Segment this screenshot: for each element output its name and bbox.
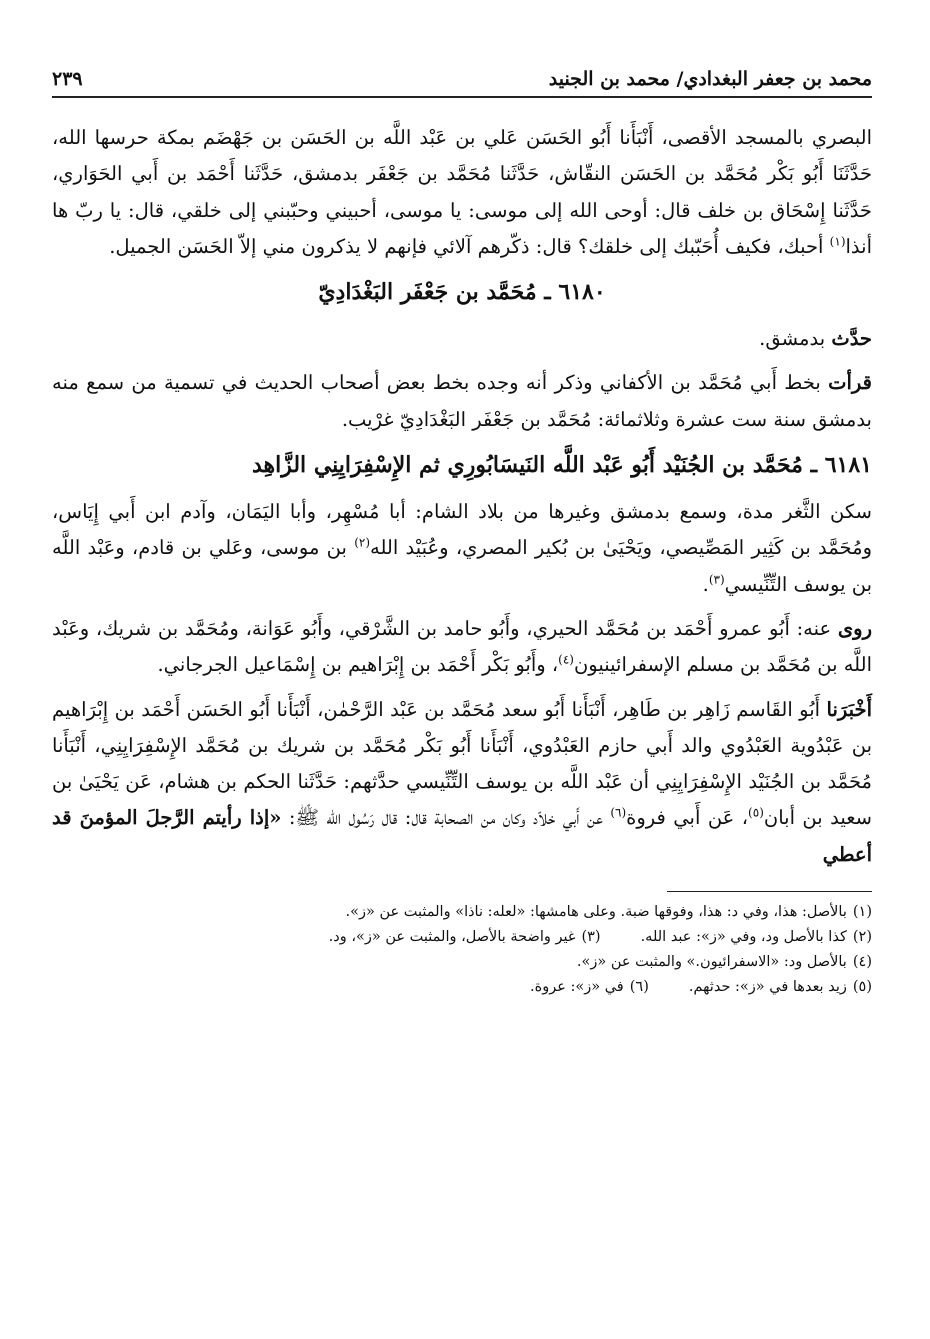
footnote-row <box>52 950 872 975</box>
hadith-quote: «إذا رأيتم الرَّجلَ المؤمنَ قد أعطي <box>52 806 872 866</box>
footnote-row <box>52 925 872 950</box>
footnote-ref-3: (٣) <box>708 572 725 587</box>
page-number: ٢٣٩ <box>52 68 83 90</box>
footnote-ref-4: (٤) <box>558 652 574 667</box>
footnote-2: (٢)كذا بالأصل ود، وفي «ز»: عبد الله. <box>640 929 872 946</box>
footnote-6: (٦)في «ز»: عروة. <box>529 979 649 996</box>
footnote-ref-2: (٢) <box>354 535 371 550</box>
entry-title-6181: ٦١٨١ ـ مُحَمَّد بن الجُنَيْد أَبُو عَبْد اللَّه النَيسَابُورِي ثم الإِسْفِرَايِنِي الزَّاهِد <box>251 452 872 479</box>
footnotes <box>52 900 872 1000</box>
lead-word: حدَّث <box>831 327 872 351</box>
entry-6181-paragraph-1: سكن الثَّغر مدة، وسمع بدمشق وغيرها من بلاد الشام: أبا مُسْهِر، وأبا اليَمَان، وآدم ابن أَبي إِيَاس، ومُحَمَّد بن كَثِير المَصِّيصي، ويَحْيَىٰ بن بُكير المصري، وعُبَيْد الله$^{(٢)}$ بن موسى، وعَلي بن قادم، وعَبْد اللَّه بن يوسف التِّنِّيسي$^{(٣)}$. <box>52 500 873 596</box>
entry-6180-paragraph-1: حدَّث بدمشق. <box>759 327 872 351</box>
footnote-ref-6: (٦) <box>610 805 627 820</box>
lead-word: روى <box>837 616 872 640</box>
book-page <box>52 50 872 1290</box>
lead-word: قرأت <box>828 371 872 395</box>
running-title: محمد بن جعفر البغدادي/ محمد بن الجنيد <box>548 68 872 90</box>
footnote-5: (٥)زيد بعدها في «ز»: حدثهم. <box>688 979 872 996</box>
footnote-1: (١)بالأصل: هذا، وفي د: هذا، وفوقها ضبة. وعلى هامشها: «لعله: ناذا» والمثبت عن «ز». <box>345 904 872 921</box>
footnote-4: (٤)بالأصل ود: «الاسفرائيون.» والمثبت عن «ز». <box>576 954 872 971</box>
lead-word: أَخْبَرَنا <box>826 697 872 721</box>
footnote-3: (٣)غير واضحة بالأصل، والمثبت عن «ز»، ود. <box>328 929 601 946</box>
entry-6181-paragraph-2: روى عنه: أَبُو عمرو أَحْمَد بن مُحَمَّد الحيري، وأَبُو حامد بن الشَّرْقي، وأَبُو عَوَانة، ومُحَمَّد بن شريك، وعَبْد اللَّه بن مُحَمَّد بن مسلم الإسفرائينيون$^{(٤)}$، وأَبُو بَكْر أَحْمَد بن إِبْرَاهيم بن إِسْمَاعيل الجرجاني. <box>52 616 872 677</box>
main-text <box>52 120 872 873</box>
footnote-row <box>52 975 872 1000</box>
page-header <box>52 50 872 98</box>
entry-title-6180: ٦١٨٠ ـ مُحَمَّد بن جَعْفَر البَغْدَادِيّ <box>318 279 606 306</box>
intro-paragraph: البصري بالمسجد الأقصى، أَنْبَأَنا أَبُو الحَسَن عَلي بن عَبْد اللَّه بن الحَسَن بن جَهْضَم بمكة حرسها الله، حَدَّثَنَا أَبُو بَكْر مُحَمَّد بن الحَسَن النقّاش، حَدَّثَنا مُحَمَّد بن جَعْفَر بدمشق، حَدَّثَنا أَحْمَد بن أَبي الحَوَاري، حَدَّثَنا إِسْحَاق بن خلف قال: أوحى الله إلى موسى: يا موسى، أحبيني وحبّبني إلى خلقي، قال: يا ربّ ها أنذا$^{(١)}$ أحبك، فكيف أُحَبّبك إلى خلقك؟ قال: ذكّرهم آلائي فإنهم لا يذكرون مني إلاّ الحَسَن الجميل. <box>52 126 872 258</box>
footnote-divider <box>667 891 872 892</box>
footnote-row <box>52 900 872 925</box>
entry-6180-paragraph-2: قرأت بخط أَبي مُحَمَّد بن الأكفاني وذكر أنه وجده بخط بعض أصحاب الحديث في تسمية من سمع منه بدمشق سنة ست عشرة وثلاثمائة: مُحَمَّد بن جَعْفَر البَغْدَادِيّ غرْيب. <box>52 371 872 431</box>
footnote-ref-5: (٥) <box>748 805 764 820</box>
footnote-ref-1: (١) <box>829 234 846 249</box>
entry-6181-paragraph-3: أَخْبَرَنا أَبُو القَاسم زَاهِر بن طَاهِر، أَنْبَأَنا أَبُو سعد مُحَمَّد بن عَبْد الرَّحْمٰن، أَنْبَأَنا أَبُو الحَسَن أَحْمَد بن إِبْرَاهيم بن عَبْدُوية العَبْدُوي والد أَبي حازم العَبْدُوي، أَنْبَأَنا أَبُو بَكْر مُحَمَّد بن شريك بن مُحَمَّد الإِسْفِرَايِنِي، أَنْبَأَنا مُحَمَّد بن الجُنَيْد الإِسْفِرَايِنِي أن عَبْد اللَّه بن يوسف التِّنِّيسي حدَّثهم: حَدَّثَنا الحكم بن هشام، عَن يَحْيَىٰ بن سعيد بن أبان$^{(٥)}$، عَن أَبي فروة$^{(٦)}$ عن أَبي خلاّد وكان من الصحابة قال: قال رَسُول الله ﷺ: «إذا رأيتم الرَّجلَ المؤمنَ قد أعطي <box>52 697 872 866</box>
